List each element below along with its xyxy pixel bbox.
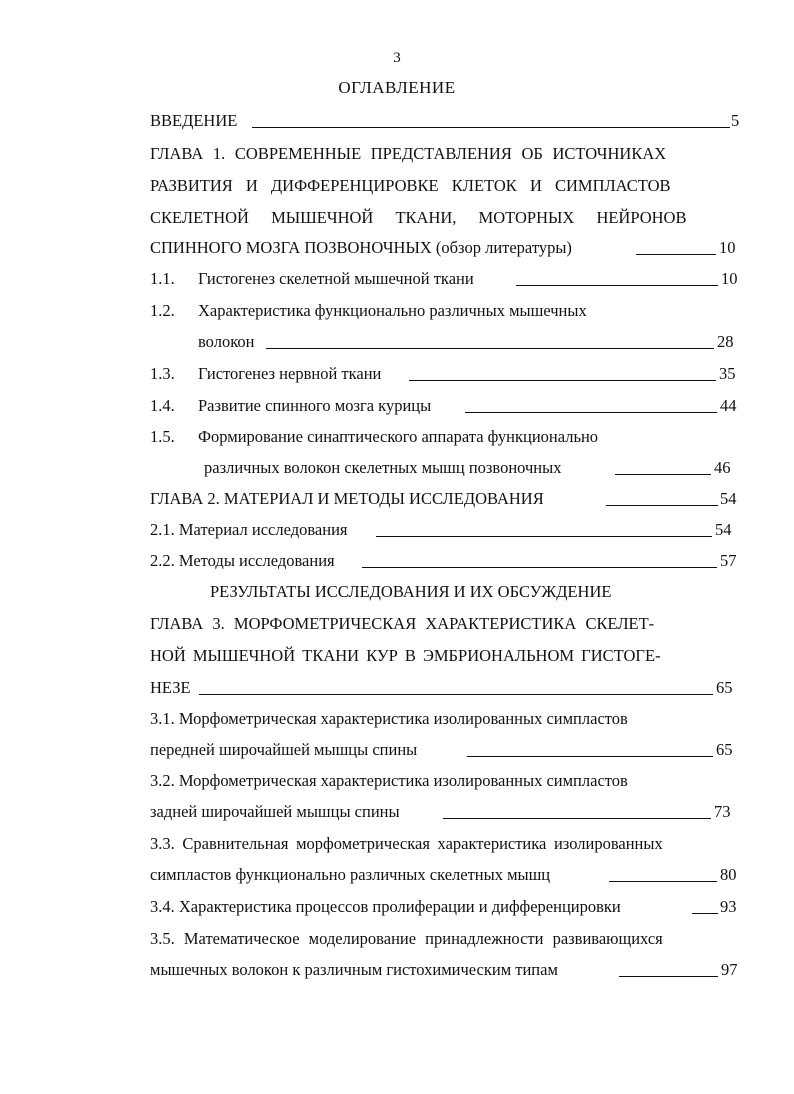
toc-entry-page: 97 [721, 960, 738, 979]
section-number: 1.3. [150, 364, 175, 383]
results-heading: РЕЗУЛЬТАТЫ ИССЛЕДОВАНИЯ И ИХ ОБСУЖДЕНИЕ [210, 582, 612, 601]
section-title: Развитие спинного мозга курицы [198, 396, 432, 415]
leader-line [516, 285, 718, 286]
toc-entry-page: 80 [720, 865, 737, 884]
leader-line [443, 818, 711, 819]
section-title: 3.5. Математическое моделирование принадлежности развивающихся [150, 929, 663, 948]
leader-line [409, 380, 716, 381]
section-number: 1.2. [150, 301, 175, 320]
chapter-3-title-line-1: ГЛАВА 3. МОРФОМЕТРИЧЕСКАЯ ХАРАКТЕРИСТИКА СКЕЛЕТ- [150, 614, 655, 633]
leader-line [467, 756, 713, 757]
toc-entry-label: ВВЕДЕНИЕ [150, 111, 238, 130]
section-title: 3.2. Морфометрическая характеристика изолированных симпластов [150, 771, 628, 790]
chapter-3-title-line-3: НЕЗЕ [150, 678, 191, 697]
chapter-1-title-line-2: РАЗВИТИЯ И ДИФФЕРЕНЦИРОВКЕ КЛЕТОК И СИМПЛАСТОВ [150, 176, 671, 195]
section-title: Гистогенез скелетной мышечной ткани [198, 269, 474, 288]
section-title: Гистогенез нервной ткани [198, 364, 382, 383]
leader-line [609, 881, 717, 882]
section-title-cont: задней широчайшей мышцы спины [150, 802, 400, 821]
section-title-cont: волокон [198, 332, 255, 351]
toc-entry-page: 54 [715, 520, 732, 539]
chapter-3-title-line-2: НОЙ МЫШЕЧНОЙ ТКАНИ КУР В ЭМБРИОНАЛЬНОМ ГИСТОГЕ- [150, 646, 661, 665]
leader-line [636, 254, 716, 255]
section-number: 1.4. [150, 396, 175, 415]
section-title: 2.1. Материал исследования [150, 520, 348, 539]
toc-entry-page: 65 [716, 740, 733, 759]
toc-entry-page: 57 [720, 551, 737, 570]
section-title: Характеристика функционально различных мышечных [198, 301, 587, 320]
leader-line [606, 505, 718, 506]
toc-entry-page: 10 [721, 269, 738, 288]
toc-title: ОГЛАВЛЕНИЕ [338, 78, 456, 97]
chapter-1-title-line-1: ГЛАВА 1. СОВРЕМЕННЫЕ ПРЕДСТАВЛЕНИЯ ОБ ИСТОЧНИКАХ [150, 144, 667, 163]
toc-entry-page: 46 [714, 458, 731, 477]
leader-line [615, 474, 711, 475]
leader-line [252, 127, 730, 128]
leader-line [376, 536, 712, 537]
leader-line [619, 976, 718, 977]
chapter-2-title: ГЛАВА 2. МАТЕРИАЛ И МЕТОДЫ ИССЛЕДОВАНИЯ [150, 489, 544, 508]
toc-entry-page: 93 [720, 897, 737, 916]
chapter-1-title-line-3: СКЕЛЕТНОЙ МЫШЕЧНОЙ ТКАНИ, МОТОРНЫХ НЕЙРОНОВ [150, 208, 687, 227]
section-title: Формирование синаптического аппарата функционально [198, 427, 599, 446]
section-title: 3.4. Характеристика процессов пролиферации и дифференцировки [150, 897, 621, 916]
toc-entry-page: 35 [719, 364, 736, 383]
toc-entry-page: 73 [714, 802, 731, 821]
leader-line [692, 913, 718, 914]
toc-entry-page: 54 [720, 489, 737, 508]
section-title: 3.3. Сравнительная морфометрическая характеристика изолированных [150, 834, 663, 853]
section-title-cont: мышечных волокон к различным гистохимическим типам [150, 960, 558, 979]
leader-line [465, 412, 717, 413]
section-title: 2.2. Методы исследования [150, 551, 335, 570]
toc-entry-page: 28 [717, 332, 734, 351]
section-title: 3.1. Морфометрическая характеристика изолированных симпластов [150, 709, 628, 728]
chapter-1-title-line-4: СПИННОГО МОЗГА ПОЗВОНОЧНЫХ (обзор литературы) [150, 238, 572, 257]
section-title-cont: симпластов функционально различных скелетных мышц [150, 865, 551, 884]
section-number: 1.5. [150, 427, 175, 446]
toc-entry-page: 65 [716, 678, 733, 697]
section-title-cont: различных волокон скелетных мышц позвоночных [204, 458, 562, 477]
section-title-cont: передней широчайшей мышцы спины [150, 740, 418, 759]
toc-entry-page: 44 [720, 396, 737, 415]
toc-entry-page: 10 [719, 238, 736, 257]
leader-line [199, 694, 713, 695]
leader-line [266, 348, 714, 349]
toc-entry-page: 5 [731, 111, 740, 130]
leader-line [362, 567, 717, 568]
section-number: 1.1. [150, 269, 175, 288]
page-number: 3 [393, 50, 401, 66]
